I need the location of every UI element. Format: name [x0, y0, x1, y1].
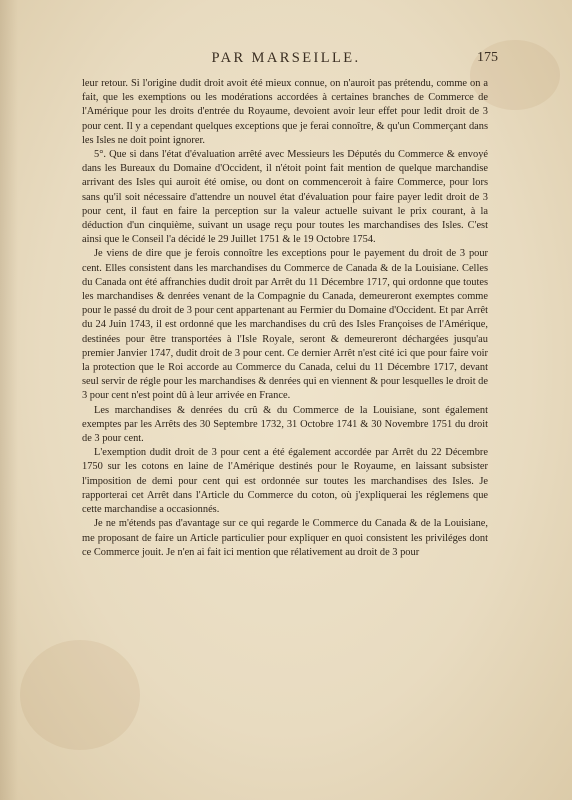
spine-shadow: [0, 0, 18, 800]
paragraph: Je viens de dire que je ferois connoître les exceptions pour le payement du droit de 3 pour cent. Elles consistent dans les marchandises du Commerce de Canada & de la Louisiane. Celles du Canada ont été affranchies dudit droit par Arrêt du 11 Décembre 1717, qui ordonne que toutes les marchandises & denrées venant de la Compagnie du Canada, demeureront exemptes comme pour le passé du droit de 3 pour cent appartenant au Fermier du Domaine d'Occident. Et par Arrêt du 24 Juin 1743, il est ordonné que les marchandises du crû des Isles Françoises de l'Amérique, destinées pour être transportées à l'Isle Royale, seront & demeureront déchargées jusqu'au premier Janvier 1747, dudit droit de 3 pour cent. Ce dernier Arrêt n'est cité ici que pour faire voir la protection que le Roi accorde au Commerce du Canada, celui du 11 Décembre 1717, devant seul servir de régle pour les marchandises & denrées qui en viennent & pour lesquelles le droit de 3 pour cent n'est point dû à leur arrivée en France.: [82, 248, 488, 402]
paragraph: Je ne m'étends pas d'avantage sur ce qui regarde le Commerce du Canada & de la Louisiane, me proposant de faire un Article particulier pour expliquer en quoi consistent les priviléges dont ce Commerce jouit. Je n'en ai fait ici mention que rélativement au droit de 3 pour: [82, 518, 488, 558]
paragraph: L'exemption dudit droit de 3 pour cent a été également accordée par Arrêt du 22 Décembre 1750 sur les cotons en laine de l'Amérique destinés pour le Royaume, en laissant subsister l'imposition de demi pour cent qui est ordonnée sur toutes les marchandises des Isles. Je rapporterai cet Arrêt dans l'Article du Commerce du coton, où j'expliquerai les réglemens que cette marchandise a occasionnés.: [82, 447, 488, 516]
paragraph: 5°. Que si dans l'état d'évaluation arrêté avec Messieurs les Députés du Commerce & envoyé dans les Bureaux du Domaine d'Occident, il n'étoit point fait mention de quelque marchandise arrivant des Isles qui auroit été omise, ou dont on commenceroit à faire Commerce, pour lors sans qu'il soit nécessaire d'attendre un nouvel état d'évaluation pour faire payer ledit droit de 3 pour cent, il faut en faire la perception sur la valeur actuelle suivant le prix courant, à la déduction d'un cinquième, suivant un usage reçu pour toutes les marchandises des Isles. C'est ainsi que le Conseil l'a décidé le 29 Juillet 1751 & le 19 Octobre 1754.: [82, 149, 488, 246]
paragraph: Les marchandises & denrées du crû & du Commerce de la Louisiane, sont également exemptes par les Arrêts des 30 Septembre 1732, 31 Octobre 1741 & 30 Novembre 1751 du droit de 3 pour cent.: [82, 404, 488, 445]
paper-stain: [20, 640, 140, 750]
paragraph: leur retour. Si l'origine dudit droit avoit été mieux connue, on n'auroit pas prétendu, comme on a fait, que les exemptions ou les modérations accordées à certaines branches de Commerce de l'Amérique pour les droits d'entrée du Royaume, devoient avoir leur effet pour ledit droit de 3 pour cent. Il y a cependant quelques exceptions que je ferai connoître, & qu'un Commerçant dans les Isles ne doit point ignorer.: [82, 78, 488, 146]
page-header: [0, 50, 572, 72]
running-head: PAR MARSEILLE.: [211, 50, 361, 66]
page-number: 175: [477, 50, 498, 65]
body-text: [82, 77, 488, 560]
